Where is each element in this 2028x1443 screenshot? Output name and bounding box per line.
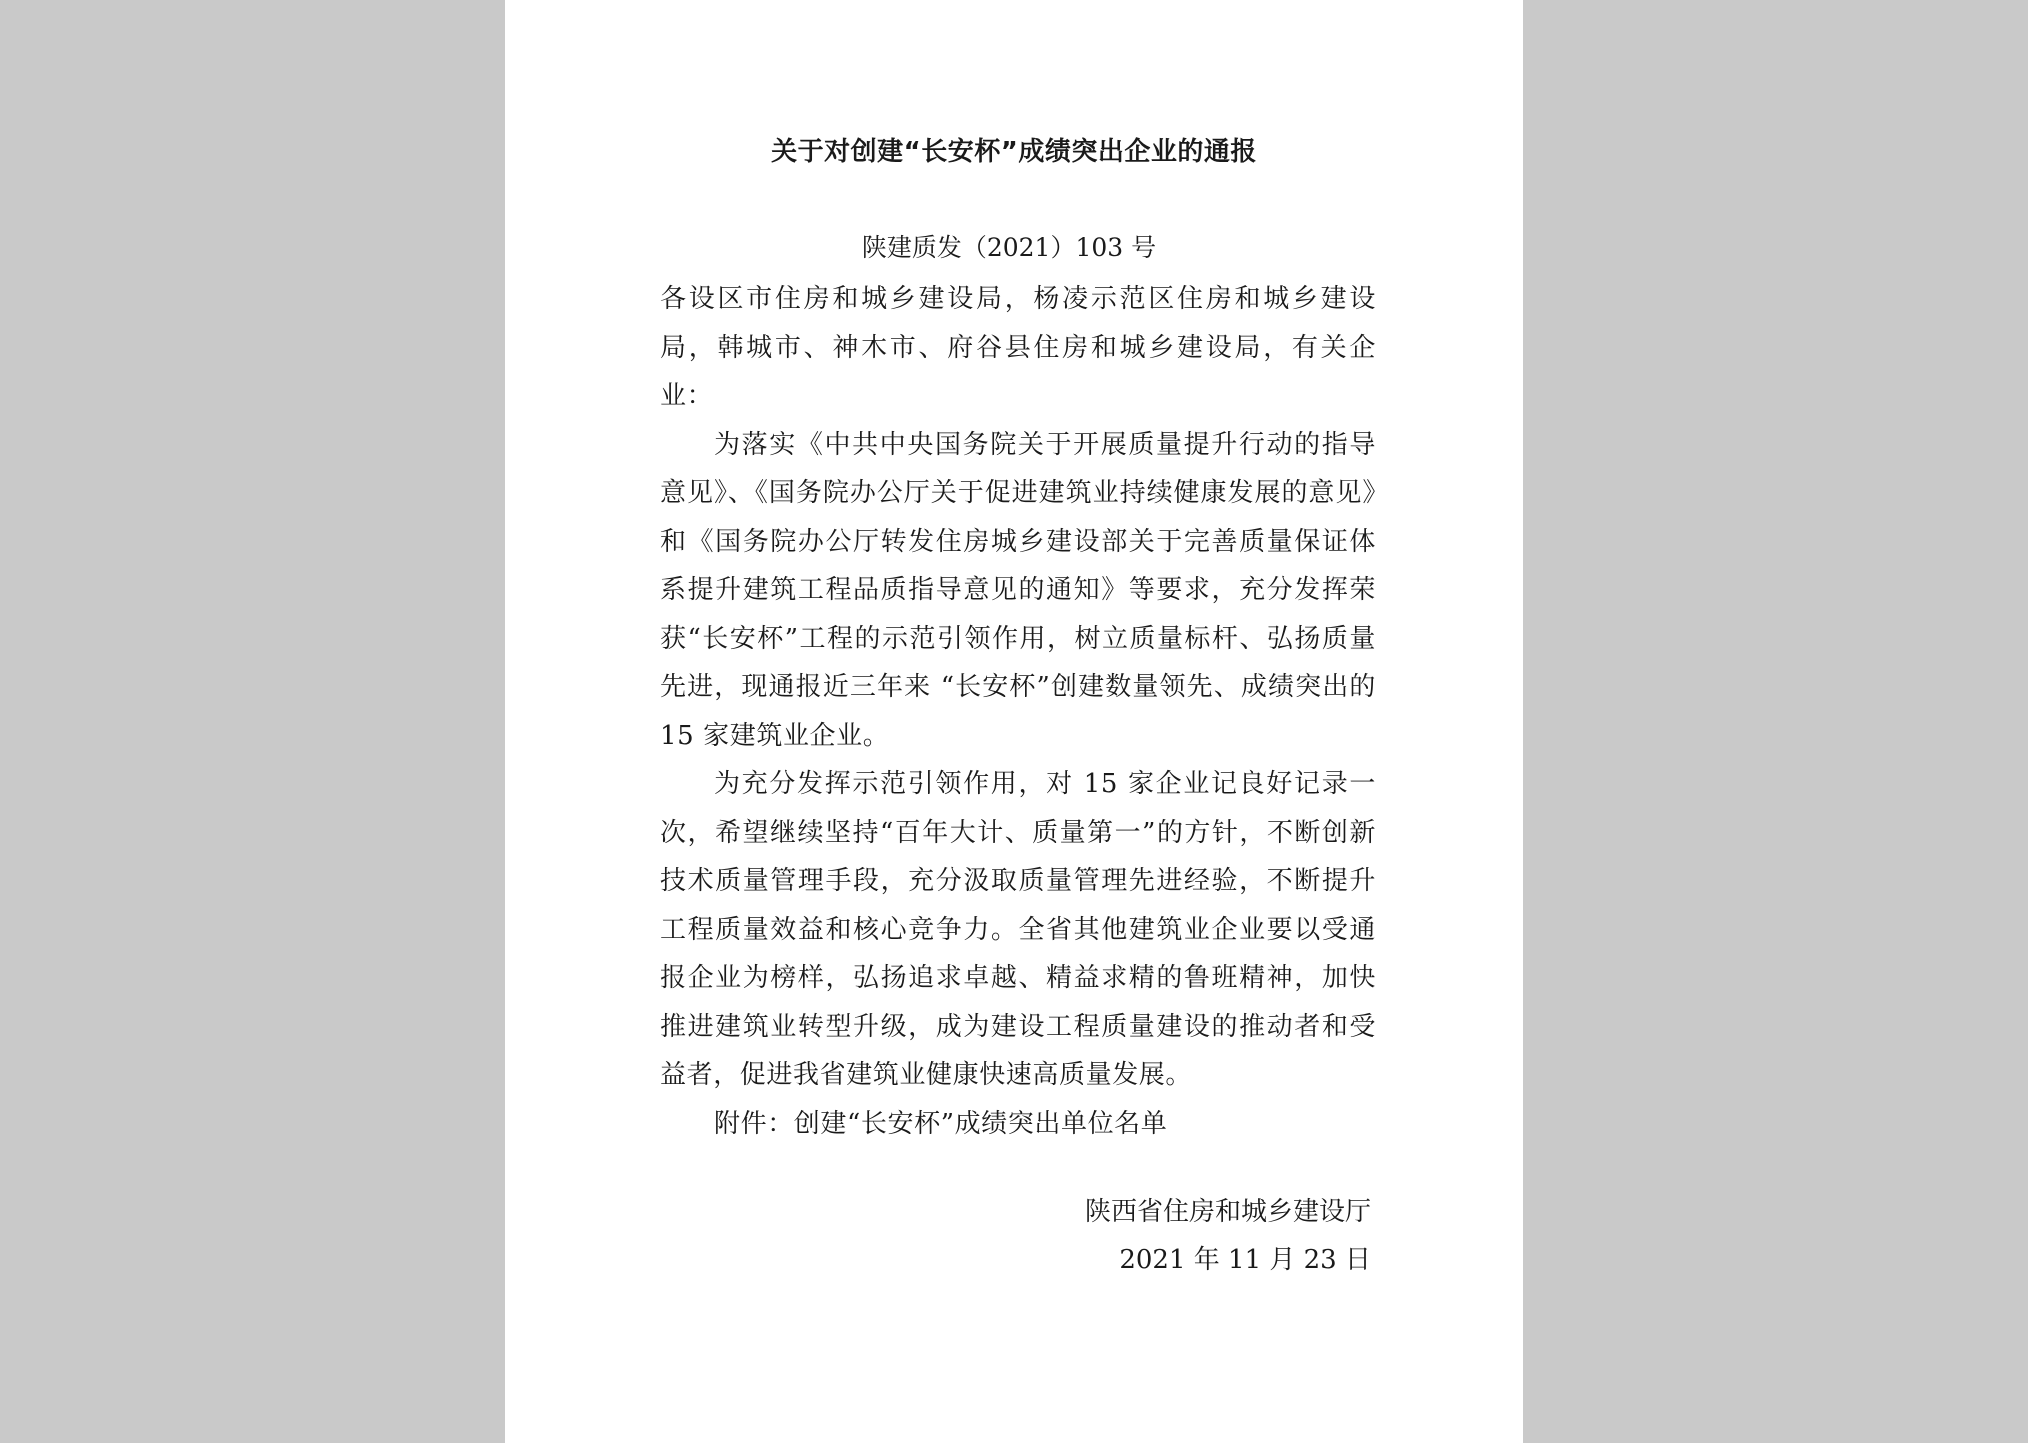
issuing-authority: 陕西省住房和城乡建设厅 xyxy=(1084,1197,1371,1227)
document-number: 陕建质发（2021）103 号 xyxy=(861,233,1157,262)
body-paragraph-1: 为落实《中共中央国务院关于开展质量提升行动的指导意见》、《国务院办公厅关于促进建筑业持续健康发展的意见》和《国务院办公厅转发住房城乡建设部关于完善质量保证体系提升建筑工程品质指导意见的通知》等要求，充分发挥荣获“长安杯”工程的示范引领作用，树立质量标杆、弘扬质量先进，现通报近三年来 “长安杯”创建数量领先、成绩突出的 15 家建筑业企业。 xyxy=(660,429,1376,751)
document-body xyxy=(660,275,1376,1148)
addressee: 各设区市住房和城乡建设局，杨凌示范区住房和城乡建设局，韩城市、神木市、府谷县住房和城乡建设局，有关企业： xyxy=(660,284,1376,411)
attachment-note: 附件：创建“长安杯”成绩突出单位名单 xyxy=(714,1108,1168,1139)
issue-date: 2021 年 11 月 23 日 xyxy=(1119,1245,1371,1275)
document-title: 关于对创建“长安杯”成绩突出企业的通报 xyxy=(771,137,1257,167)
document-page xyxy=(505,0,1523,1443)
body-paragraph-2: 为充分发挥示范引领作用，对 15 家企业记良好记录一次，希望继续坚持“百年大计、质量第一”的方针，不断创新技术质量管理手段，充分汲取质量管理先进经验，不断提升工程质量效益和核心竞争力。全省其他建筑业企业要以受通报企业为榜样，弘扬追求卓越、精益求精的鲁班精神，加快推进建筑业转型升级，成为建设工程质量建设的推动者和受益者，促进我省建筑业健康快速高质量发展。 xyxy=(660,769,1376,1090)
